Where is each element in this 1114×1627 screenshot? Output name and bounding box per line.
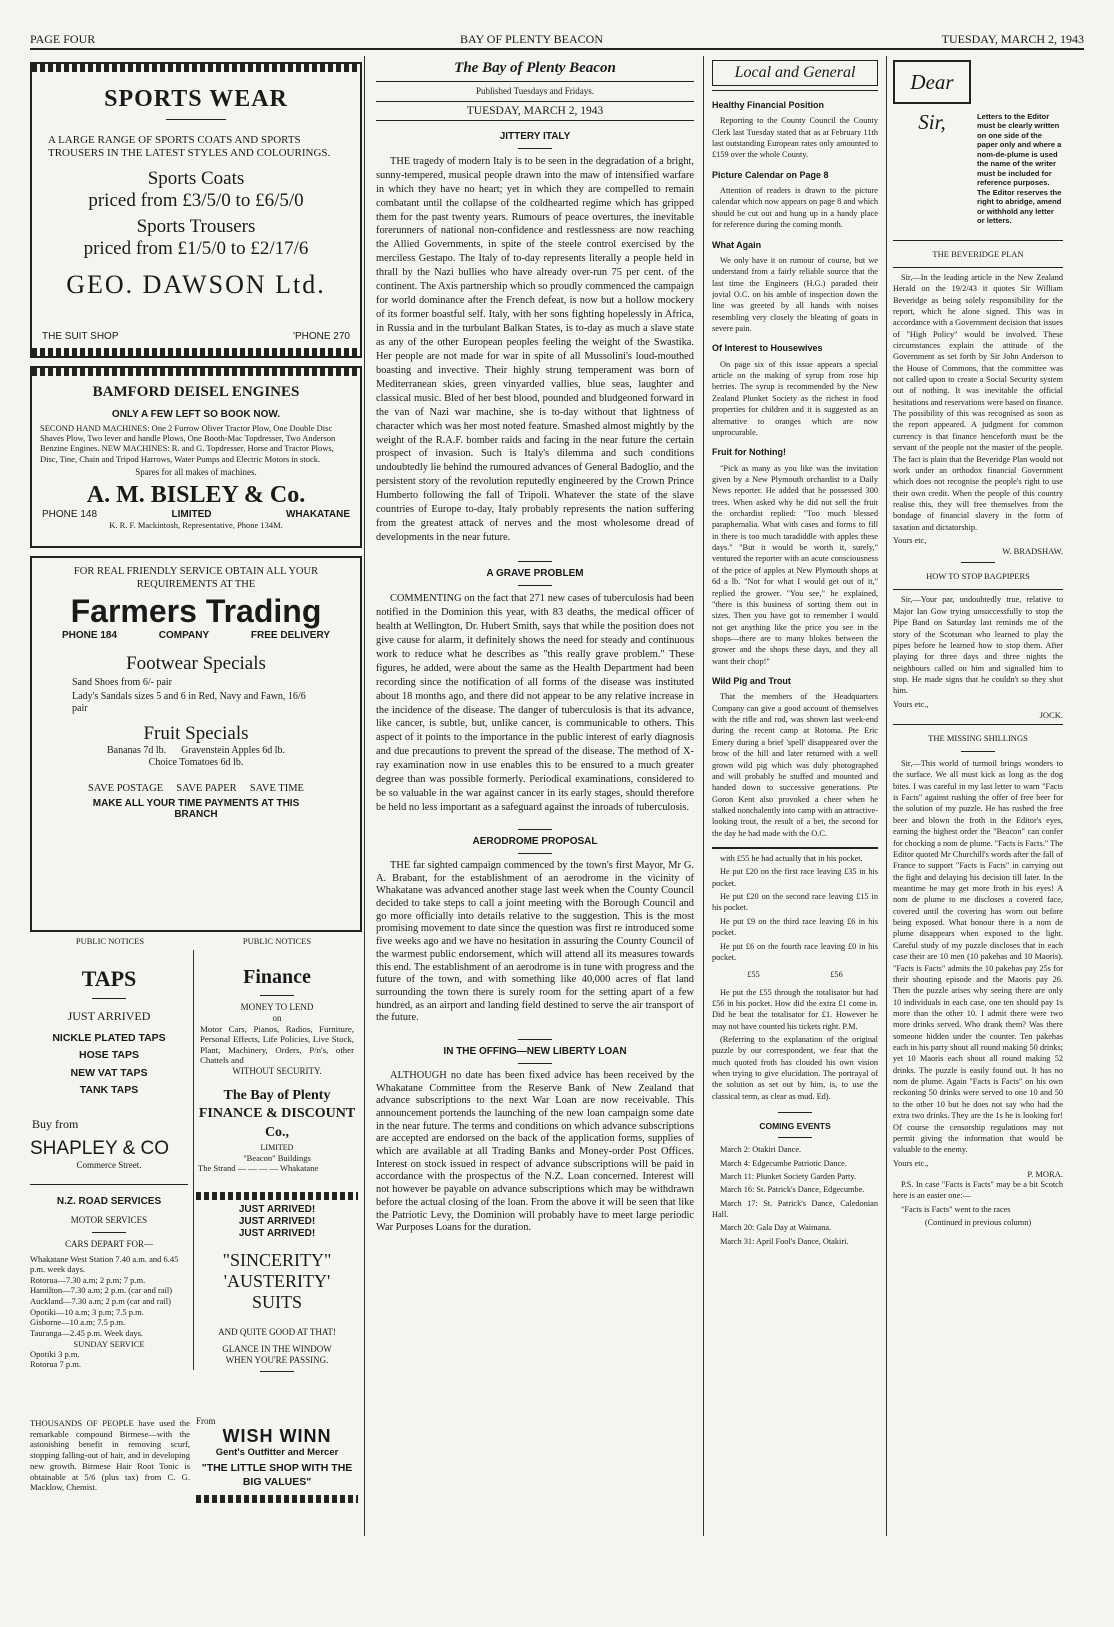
ad-on: on <box>272 1012 282 1023</box>
column-rule <box>886 56 887 1536</box>
fruit-line: Choice Tomatoes 6d lb. <box>148 757 244 769</box>
ad-from: From <box>196 1416 216 1426</box>
ad-title: TAPS <box>81 966 137 991</box>
article-text: ALTHOUGH no date has been fixed advice has been received by the Whakatane Committee from the Reserve Bank of New Zealand that advance subscriptions to the next War Loan are now receivable. This announcement portends the launching of the new loan campaign some date in the near future. The terms and conditions on which advance subscriptions are accepted are endorsed on the back of the application forms, supplies of which are available at all Trading Banks and Money-order Post Offices. Interest on stock issued in respect of advance subscriptions will be paid in accordance with the prospectus of the N.Z. Loan concerned. Interest will not however be payable on advance subscriptions which may be withdrawn before the actual closing of the loan. From the above it will be seen that like the Patriotic Levy, the Dominion will probably have to meet large periodic War Purposes Loans for the duration. <box>376 1069 694 1234</box>
ad-intro: FOR REAL FRIENDLY SERVICE OBTAIN ALL YOUR REQUIREMENTS AT THE <box>73 566 319 590</box>
column-rule <box>193 950 194 1370</box>
service-time: Opotiki 3 p.m. <box>30 1348 80 1359</box>
divider <box>778 1112 812 1113</box>
divider <box>518 853 552 854</box>
footwear-line: Sand Shoes from 6/- pair <box>72 677 172 689</box>
ad-delivery: FREE DELIVERY <box>250 630 330 642</box>
ad-lend: MONEY TO LEND <box>240 1002 314 1012</box>
service-time: Opotiki—10 a.m; 3 p.m; 7.5 p.m. <box>30 1306 144 1317</box>
item-heading: Of Interest to Housewives <box>712 343 823 354</box>
page-number: PAGE FOUR <box>30 32 96 46</box>
suit-suits: SUITS <box>251 1292 302 1312</box>
letter-title: HOW TO STOP BAGPIPERS <box>926 571 1030 582</box>
continued-note: (Continued in previous column) <box>924 1218 1032 1228</box>
event-item: March 11: Plunket Society Garden Party. <box>720 1171 857 1181</box>
save-line: SAVE POSTAGE SAVE PAPER SAVE TIME <box>88 783 304 795</box>
puzzle-line: He put £6 on the fourth race leaving £0 in his pocket. <box>712 941 878 962</box>
ad-border-bottom <box>32 348 360 356</box>
wish-winn-ad <box>196 1416 358 1534</box>
ad-coats: Sports Coats <box>147 168 245 190</box>
ad-limited: LIMITED <box>171 508 212 520</box>
ad-border <box>196 1495 358 1503</box>
column-rule <box>703 56 704 1536</box>
divider <box>518 829 552 830</box>
ad-border-top <box>32 64 360 72</box>
letter-signature: JOCK. <box>1039 710 1063 721</box>
divider <box>778 1137 812 1138</box>
article-title: AERODROME PROPOSAL <box>472 836 598 848</box>
road-services-ad <box>30 1190 188 1412</box>
article-text: COMMENTING on the fact that 271 new cases of tuberculosis had been notified in the Dominion this year, with 83 deaths, the medical officer of health at Wellington, Dr. Hubert Smith, says that while the position does not give cause for alarm, it definitely shows the need for steady and continuous work to reduce what he describes as "this really grave problem." These figures, he added, were about the same as the Health Department had been recording since the notification of all forms of the disease was instituted about 18 months ago, and there did not appear to be any relative increase in the incidence of the disease. The danger of tuberculosis is that its advance, like cancer, is subtle, but, unlike cancer, is communicable to others. This aspect of it points to the importance in the public interest of early diagnosis and due precautions to prevent the spread of the disease. The method of X-ray examination now in use enables this to be ensured to a much greater degree than was possible formerly. Periodical examinations, considered to be so valuable in the war against cancer in its early stages, should therefore be held no less important as a safeguard against the inroads of tuberculosis. <box>376 593 694 814</box>
event-item: March 20: Gala Day at Waimana. <box>720 1223 832 1233</box>
letter-title: THE MISSING SHILLINGS <box>928 733 1028 744</box>
service-time: Hamilton—7.30 a.m; 2 p.m. (car and rail) <box>30 1285 173 1296</box>
divider <box>518 1063 552 1064</box>
divider <box>260 1371 294 1372</box>
divider <box>893 240 1063 241</box>
masthead: The Bay of Plenty Beacon <box>376 60 694 82</box>
article-title: IN THE OFFING—NEW LIBERTY LOAN <box>443 1045 627 1057</box>
ad-phone: PHONE 184 <box>62 630 118 642</box>
puzzle-line: He put £20 on the first race leaving £35 in his pocket. <box>712 867 878 888</box>
letter-title: THE BEVERIDGE PLAN <box>932 248 1024 259</box>
ad-rep: K. R. F. Mackintosh, Representative, Phone 134M. <box>109 519 283 530</box>
item-text: We only have it on rumour of course, but we understand from a fairly reliable source that the last time the Engineers (H.G.) paraded their jovial O.C. on his amble of inspection down the line was greeted by all hands with noises resembling very closely the bleating of goats in severe pain. <box>712 255 878 334</box>
sports-wear-ad <box>30 62 362 358</box>
postscript: P.S. In case "Facts is Facts" may be a bit Scotch here is an easier one:— <box>893 1179 1063 1201</box>
ad-without: WITHOUT SECURITY. <box>232 1065 322 1076</box>
ad-tagline: THE SUIT SHOP <box>42 331 119 342</box>
article-body <box>376 592 694 815</box>
postscript: "Facts is Facts" went to the races <box>901 1204 1011 1214</box>
tap-item: NEW VAT TAPS <box>70 1066 148 1079</box>
ad-buy: Buy from <box>32 1117 79 1132</box>
fruit-line: Bananas 7d lb. Gravenstein Apples 6d lb. <box>106 745 286 757</box>
notices-label: PUBLIC NOTICES <box>242 936 312 946</box>
ad-buildings: "Beacon" Buildings <box>243 1152 311 1163</box>
item-heading: Wild Pig and Trout <box>712 676 791 687</box>
ad-company: GEO. DAWSON Ltd. <box>66 270 326 300</box>
paper-name: BAY OF PLENTY BEACON <box>460 32 604 46</box>
editorial-column <box>376 60 694 1530</box>
divider <box>518 561 552 562</box>
letter-body: Sir,—This world of turmoil brings wonders to the surface. We all must kick as long as the dog bites. I was careful in my last letter to warn "Facts is Facts" against rushing the offer of free beer for the solution of my puzzle. He has rushed the free beer and blown the froth in the Editor's eyes, earning the highest order the "Beacon" can confer for chocking a nom de plume. "Facts is Facts." The Editor quoted Mr Churchill's words after the fall of France to support "Facts is Facts" in carrying out the fight and delaying his decision till later. In the meantime he may get more froth in his eyes! A nom de plume to me discloses a covered face, covered until the covering has worn out before being exposed. What honour there is a nom de plume disappears when exposed to the light. Careful study of my puzzle discloses that in each case their are 10 men (10 pakehas and 10 Maoris). "Facts is Facts" admits the 10 pakehas pay 25s for their shouting episode and the Maoris pay 26. Then the puzzle arises why seeing there are only 10 individuals in each case, one ten should pay 1s more than the other 10. I admit there were two more drinks served. Who drank them? Was there someone hidden under the counter. Ten pakehas each in his party shout all round making 50 drinks; yet 10 Maoris each shout all round making 52 drinks. The puzzle is easily found out. It has no nom de plume. Again "Facts is Facts" on his own reckoning 50 drinks were served to one 10 and 50 to the other 10 but he does not say who had the extra two drinks. They are the 1s he is looking for! Of course the censorship regulations may not permit giving the information that would be valuable to the enemy. <box>893 759 1063 1155</box>
item-heading: Picture Calendar on Page 8 <box>712 169 829 180</box>
ad-shop: SHAPLEY & CO <box>30 1138 170 1160</box>
arrived-line: JUST ARRIVED! <box>238 1228 316 1239</box>
letter-yours: Yours etc., <box>893 1158 929 1168</box>
ad-company: COMPANY <box>158 630 210 642</box>
service-time: Rotorua—7.30 a.m; 2 p.m; 7 p.m. <box>30 1274 146 1285</box>
letter-body: Sir,—In the leading article in the New Zealand Herald on the 19/2/43 it quotes Sir William Beveridge as being solely responsibility for the report, which he alone signed. This was in accordance with a Government decision that issues of "High Policy" would be involved. These circumstances explain the attitude of the Government as set forth by Sir John Anderson to the House of Commons, that the committee was not called upon to create a Social Security system out of nothing. It was inevitable the official hesitations and reservations were based on finance. The possibility of this was recognised as soon as the report appeared. A judgment for common currency is that finance henceforth must be the servant of the people not the master of the people. The fact is plain that the Beveridge Plan would not work under an orthodox financial Government which does not recognise the people's right to use their own credit. When the people of this country realise this, they will free themselves from the bondage of financial slavery in the form of taxation and dictatorship. <box>893 272 1063 532</box>
footwear-line: Lady's Sandals sizes 5 and 6 in Red, Navy and Fawn, 16/6 pair <box>72 691 306 715</box>
tap-item: NICKLE PLATED TAPS <box>52 1032 166 1044</box>
item-text: "Pick as many as you like was the invitation given by a New Plymouth orchardist to a Daily News reporter. He added that he possessed 300 trees. When asked why he did not sell the fruit the orchardist replied: "Too much blessed paraphernalia. What with cases and forms to fill in there is too much taradiddle with apples these days." "But it would be worth it, surely," ventured the reporter with an acute consciousness of the price of apples at New Plymouth shops at 6d a lb. "Not for what I would get out of it," replied the grower. "You see," he explained, "there is this business of sorting them out in sizes. Then you have got to remember I would not get anything like the price you see in the shops—there are to many blokes between the grower and the shops these days, and they all want their chop!" <box>712 463 878 666</box>
divider <box>712 90 878 91</box>
puzzle-total: £55 <box>747 970 760 980</box>
page-header <box>30 32 1084 50</box>
service-time: Tauranga—2.45 p.m. Week days. <box>30 1327 144 1338</box>
puzzle-line: with £55 he had actually that in his pocket. <box>720 854 863 864</box>
local-general-column <box>712 60 878 1535</box>
divider <box>92 1232 126 1233</box>
ad-limited: LIMITED <box>260 1143 294 1153</box>
ad-arrived: JUST ARRIVED <box>67 1009 151 1023</box>
tap-item: TANK TAPS <box>79 1083 139 1096</box>
divider <box>893 267 1063 268</box>
letter-yours: Yours etc., <box>893 699 929 709</box>
ad-town: WHAKATANE <box>285 508 350 520</box>
ad-address: The Strand — — — — Whakatane <box>198 1163 319 1174</box>
ad-intro: A LARGE RANGE OF SPORTS COATS AND SPORTS TROUSERS IN THE LATEST STYLES AND COLOURINGS. <box>48 134 331 160</box>
ad-slogan: "THE LITTLE SHOP WITH THE BIG VALUES" <box>201 1462 353 1488</box>
divider <box>961 751 995 752</box>
puzzle-total: £56 <box>830 970 843 980</box>
service-time: Auckland—7.30 a.m; 2 p.m (car and rail) <box>30 1296 171 1307</box>
article-title: A GRAVE PROBLEM <box>486 568 584 580</box>
suit-sincerity: "SINCERITY" <box>222 1250 332 1270</box>
branch-line: MAKE ALL YOUR TIME PAYMENTS AT THIS BRANCH <box>92 797 300 820</box>
divider <box>260 995 294 996</box>
ad-name: Farmers Trading <box>70 593 322 630</box>
suits-ad <box>196 1204 358 1414</box>
article-body <box>376 860 694 1025</box>
ad-coats-price: priced from £3/5/0 to £6/5/0 <box>88 190 304 212</box>
ad-outfitter: Gent's Outfitter and Mercer <box>215 1447 339 1458</box>
fruit-heading: Fruit Specials <box>143 723 249 745</box>
divider <box>893 724 1063 725</box>
item-heading: What Again <box>712 239 762 250</box>
taps-ad <box>30 954 188 1174</box>
article-title: JITTERY ITALY <box>499 130 571 142</box>
ad-company: The Bay of Plenty FINANCE & DISCOUNT Co., <box>198 1087 356 1141</box>
events-title: COMING EVENTS <box>759 1121 831 1132</box>
event-item: March 2: Otakiri Dance. <box>720 1145 802 1155</box>
ad-sub: ONLY A FEW LEFT SO BOOK NOW. <box>111 409 281 420</box>
divider <box>893 589 1063 590</box>
arrived-line: JUST ARRIVED! <box>238 1216 316 1227</box>
item-text: That the members of the Headquarters Company can give a good account of themselves with the rifle and rod, was shown last week-end during the recent camp at Rotoma. Pte Eric Emery during a brief 'spell' disappeared over the brow of the hill and later returned with a well grown wild pig which was duly photographed and will probably be stuffed and mounted and handed down to successive generations. Pte Goron Kent also provoked a cheer when he stalked nonchalently into camp with an attractive-looking trout, the result of a bet, the second for the day he had made with the O.C. <box>712 692 878 838</box>
ad-phone: PHONE 148 <box>42 508 98 520</box>
divider <box>166 119 226 120</box>
divider <box>92 998 126 999</box>
ad-title: BAMFORD DEISEL ENGINES <box>92 384 300 400</box>
ad-trousers: Sports Trousers <box>136 216 256 238</box>
divider <box>518 148 552 149</box>
ad-border-top <box>32 368 360 376</box>
article-text: THE far sighted campaign commenced by the town's first Mayor, Mr G. A. Brabant, for the establishment of an aerodrome in the vicinity of Whakatane was advanced another stage last week when the County Council decided to take steps to call a joint meeting with the Borough Council and go more officially into details relative to the suggestion. This is the most promising movement to date since the question was first re introduced some five weeks ago and we have no hesitation in assuring the County Council of the warmest public endorsement, which will attend all its measures towards this end. The establishment of an aerodrome is in tune with progress and the future of the town, and with something like 40,000 acres of flat land surrounding the town there is surely room for the setting apart of a few hundred, as an airport and landing field destined to serve the air transport of the future. <box>376 860 694 1024</box>
letter-signature: P. MORA. <box>1027 1168 1063 1179</box>
divider <box>518 1039 552 1040</box>
ad-spares: Spares for all makes of machines. <box>135 466 257 477</box>
bisley-ad <box>30 366 362 548</box>
letters-note: Letters to the Editor must be clearly written on one side of the paper only and where a nom-de-plume is used the name of the writer must be included for reference purposes. The Editor reserves the right to abridge, amend or withhold any letter or letters. <box>977 112 1062 226</box>
ad-company: A. M. BISLEY & Co. <box>86 481 306 508</box>
event-item: March 16: St. Patrick's Dance, Edgecumbe. <box>720 1185 865 1195</box>
divider <box>518 585 552 586</box>
ad-title: Finance <box>243 966 311 988</box>
ad-glance: GLANCE IN THE WINDOW WHEN YOU'RE PASSING. <box>222 1343 332 1365</box>
ad-sunday: SUNDAY SERVICE <box>73 1338 145 1349</box>
letter-body: Sir,—Your par, undoubtedly true, relative to Major Ian Gow trying unsuccessfully to stop the Pipe Band on Saturday last reminds me of the story of the Scotsman who learned to play the pipes before he learned how to stop them. After playing for three days and three nights the neighbours called on him and signalled him to stop. He made signs that he couldn't so they shot him. <box>893 595 1063 696</box>
suit-austerity: 'AUSTERITY' <box>223 1271 331 1291</box>
letters-column <box>893 60 1063 1535</box>
item-text: On page six of this issue appears a special article on the making of syrup from rose hip berries. The syrup is recommended by the New Zealand Plunket Society as the richest in food properties for children and it is suggested as an alternative to oranges which are now unprocurable. <box>712 359 878 437</box>
puzzle-line: He put £9 on the third race leaving £6 in his pocket. <box>712 916 878 938</box>
item-heading: Fruit for Nothing! <box>712 447 786 458</box>
event-item: March 4: Edgecumbe Patriotic Dance. <box>720 1158 847 1168</box>
ad-border <box>196 1192 358 1200</box>
service-time: Gisborne—10 a.m; 7.5 p.m. <box>30 1317 126 1328</box>
footwear-heading: Footwear Specials <box>126 653 266 675</box>
ad-street: Commerce Street. <box>76 1160 142 1171</box>
ad-body: Motor Cars, Pianos, Radios, Furniture, Personal Effects, Life Policies, Live Stock, Plant, Machinery, Orders, P/n's, other Chattels and <box>200 1023 354 1066</box>
ad-trousers-price: priced from £1/5/0 to £2/17/6 <box>83 238 309 260</box>
article-text: THE tragedy of modern Italy is to be seen in the degradation of a bright, sunny-tempered, musical people drawn into the maw of intensified warfare in which they have no heart; yet in which they are compelled to remain combatant until the collapse of the coldhearted regime which has gripped them for the past twenty years. Rumours of peace overtures, the inevitable forerunners of national non-confidence and restlessness are now reaching the Allied Governments, in spite of the steele control exercised by the merciless Gestapo. The Italy of to-day represents literally a people held in thrall by the Nazi bullies who have already over-run 75 per cent. of the continent. The Axis partnership which so proudly commenced the campaign for world dominance after the French defeat, is now but a hollow mockery of its former boastful self. Italy, with her sons fighting hopelessly in Africa, in Russia and in the turbulant Balkan States, is to-day as much a slave state as any of the other European peoples feeling the weight of the Swastika. Her people are not made for war in spite of all Mussolini's loud-mouthed boasting and invective. Their highly strung temperament was born of Mediterranean skies, green vinyarded vallies, blue seas, laughter and classical music. Bled of her best blood, pounded and bludgeoned forward in the van of Nazi war machine, she is to-day without that lightness of character which was her most noted feature. Smashed almost mightly by the weight of the R.A.F. bomber raids and facing in the near future the certain prospect of invasion. Such is Italy's dilemma and such conditions undoubtedly lie behind the rumoured advances of General Badoglio, and the persistent story of the revolution reputedly engineered by the Crown Prince Humberto following the fall of Tripoli. Whatever the state of the slave countries of Europe to-day, Italy probably represents the nation suffering from the greatest attack of nerves and the most wholesome dread of developments in the near future. <box>376 155 694 544</box>
item-heading: Healthy Financial Position <box>712 100 825 110</box>
article-body <box>376 1070 694 1235</box>
ad-title: N.Z. ROAD SERVICES <box>56 1196 162 1207</box>
puzzle-line: He put £20 on the second race leaving £15 in his pocket. <box>712 892 878 913</box>
divider <box>961 562 995 563</box>
tap-item: HOSE TAPS <box>79 1049 139 1062</box>
ad-body: SECOND HAND MACHINES: One 2 Furrow Oliver Tractor Plow, One Double Disc Shaves Plow, Two lever and handle Plows, One Booth-Mac Topdresser, Two Anderson Benzine Engines. NEW MACHINES: R. and G. Topdresser, Horse and Tractor Plows, Disc, Tine, Chain and Tripod Harrows, Water Pumps and Electric Motors in stock. <box>40 423 336 464</box>
editorial-date: TUESDAY, MARCH 2, 1943 <box>376 101 694 121</box>
editor-note: (Referring to the explanation of the original puzzle by our correspondent, we fear that the much quoted froth has clouded his own vision when trying to give elucidation. The portrayal of the solution as set out by him, is, to use the classical term, as clear as mud. Ed). <box>712 1035 878 1101</box>
ad-phone: 'PHONE 270 <box>293 331 350 342</box>
dear-sir-logo: Dear Sir, <box>893 60 971 104</box>
event-item: March 17: St. Patrick's Dance, Caledonian Hall. <box>712 1198 878 1219</box>
event-item: March 31: April Fool's Dance, Otakiri. <box>720 1236 849 1246</box>
article-body <box>376 155 694 545</box>
puzzle-text: He put the £55 through the totalisator but had £56 in his pocket. How did the extra £1 come in. Did he beat the totalisator for £1. However he may not have counted his tickets right. P.M. <box>712 987 878 1031</box>
column-rule <box>364 56 365 1536</box>
letter-yours: Yours etc, <box>893 536 927 546</box>
arrived-line: JUST ARRIVED! <box>238 1204 316 1215</box>
column-title: Local and General <box>712 60 878 86</box>
finance-ad <box>196 954 358 1186</box>
notices-label: PUBLIC NOTICES <box>75 936 145 946</box>
ad-motor: MOTOR SERVICES <box>70 1215 148 1225</box>
divider <box>712 847 878 849</box>
issue-date: TUESDAY, MARCH 2, 1943 <box>941 32 1084 46</box>
service-time: Rotorua 7 p.m. <box>30 1359 81 1370</box>
farmers-trading-ad <box>30 556 362 932</box>
letter-signature: W. BRADSHAW. <box>1002 546 1063 557</box>
published: Published Tuesdays and Fridays. <box>475 86 594 96</box>
ad-good: AND QUITE GOOD AT THAT! <box>218 1327 336 1337</box>
service-time: Whakatane West Station 7.40 a.m. and 6.45 p.m. week days. <box>30 1253 179 1275</box>
ad-company: WISH WINN <box>222 1426 332 1446</box>
ad-title: SPORTS WEAR <box>104 86 288 112</box>
item-text: Attention of readers is drawn to the picture calendar which now appears on page 8 and which should be cut out and hung up in a handy place for reference during the coming month. <box>712 186 878 230</box>
divider <box>30 1184 188 1186</box>
hair-tonic-ad: THOUSANDS OF PEOPLE have used the remarkable compound Birmese—with the astonishing benefit in removing scurf, stopping falling-out of hair, and in developing new growth. Birmese Hair Root Tonic is obtainable at 5/6 (plus tax) from C. G. Macklow, Chemist. <box>30 1418 190 1493</box>
item-text: Reporting to the County Council the County Clerk last Tuesday stated that as at February 11th last outstanding European rates only amounted to £159 over the whole County. <box>712 116 878 160</box>
ad-cars: CARS DEPART FOR— <box>65 1238 153 1249</box>
